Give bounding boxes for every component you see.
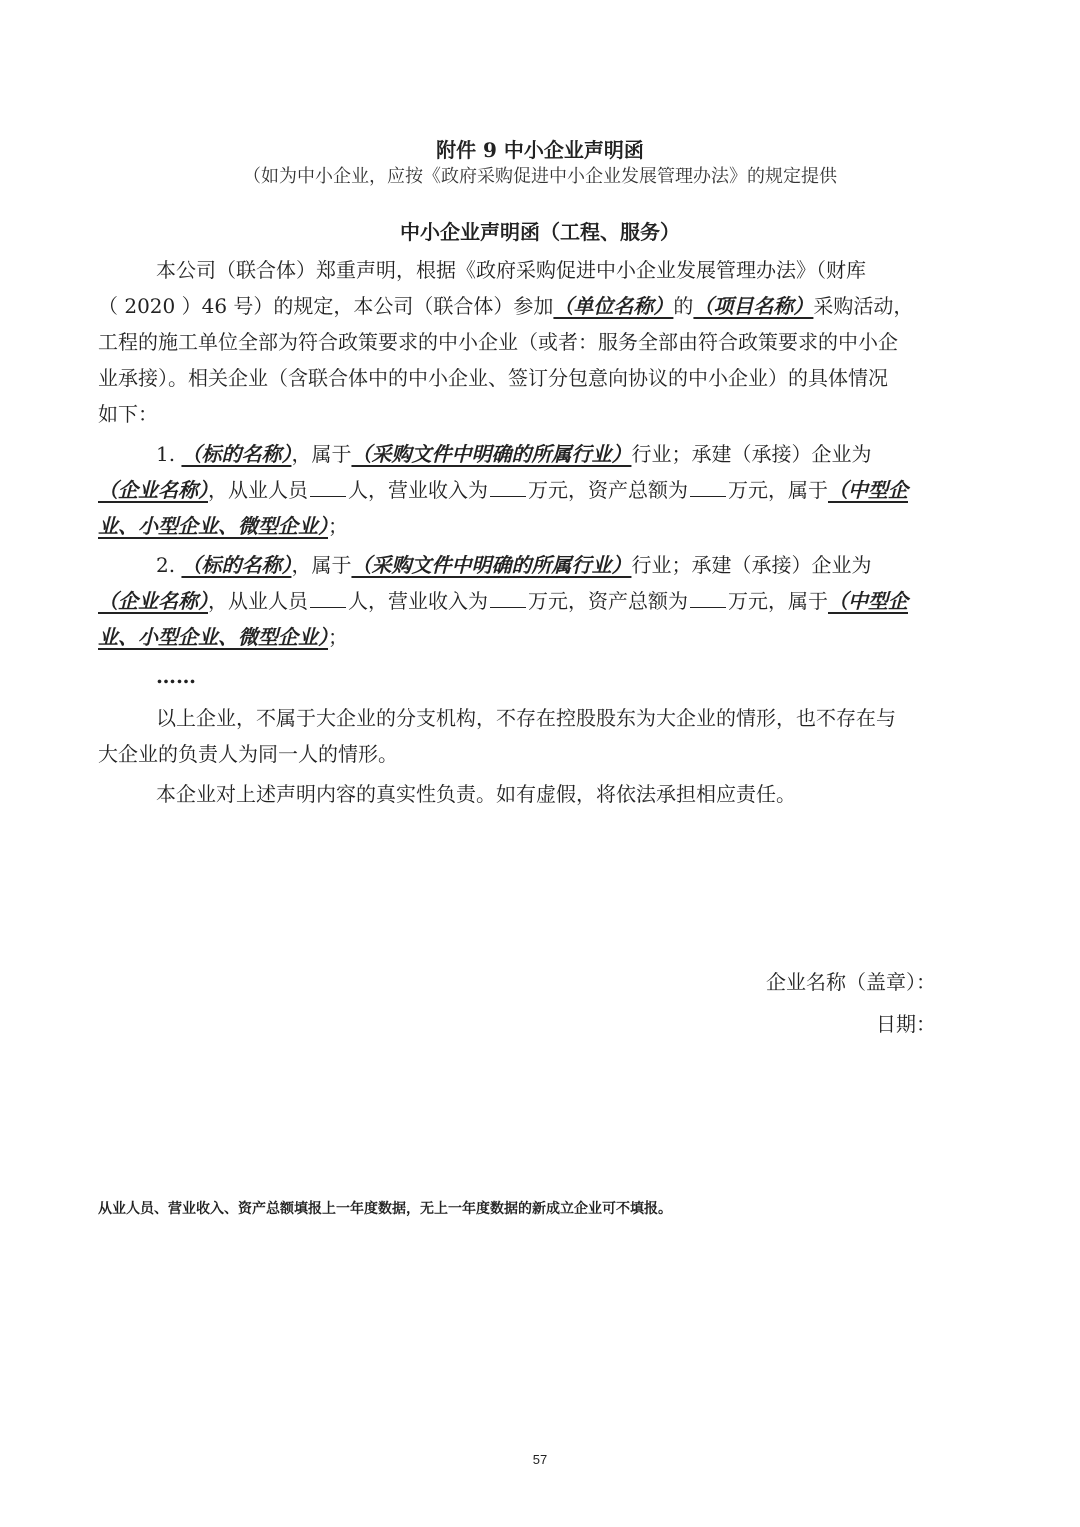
enterprise-size-field: （中型企 [828,478,908,502]
item-1-line-2: （企业名称），从业人员 人，营业收入为 万元，资产总额为 万元，属于（中型企 [98,478,908,502]
item-2-line-2: （企业名称），从业人员 人，营业收入为 万元，资产总额为 万元，属于（中型企 [98,589,908,613]
company-name-field: （企业名称） [98,589,208,613]
paragraph-2-line-2: 大企业的负责人为同一人的情形。 [98,742,398,766]
project-name-field: （项目名称） [693,294,814,318]
assets-blank [690,589,726,608]
enterprise-size-field-cont: 业、小型企业、微型企业） [98,625,328,649]
paragraph-1-line-3: 工程的施工单位全部为符合政策要求的中小企业（或者：服务全部由符合政策要求的中小企 [98,330,898,354]
revenue-blank [490,589,526,608]
company-name-field: （企业名称） [98,478,208,502]
paragraph-2-line-1: 以上企业，不属于大企业的分支机构，不存在控股股东为大企业的情形，也不存在与 [156,706,896,730]
industry-field: （采购文件中明确的所属行业） [351,553,632,577]
industry-field: （采购文件中明确的所属行业） [351,442,632,466]
declaration-heading: 中小企业声明函（工程、服务） [400,220,680,244]
paragraph-3-line-1: 本企业对上述声明内容的真实性负责。如有虚假，将依法承担相应责任。 [156,782,796,806]
item-1-line-3: 业、小型企业、微型企业）； [98,514,348,538]
signature-date-label: 日期： [876,1012,936,1036]
page-number: 57 [532,1452,548,1467]
staff-blank [310,478,346,497]
footnote: 从业人员、营业收入、资产总额填报上一年度数据，无上一年度数据的新成立企业可不填报。 [98,1201,672,1217]
paragraph-1-line-5: 如下： [98,402,158,426]
signature-company-label: 企业名称（盖章）： [766,970,936,994]
revenue-blank [490,478,526,497]
paragraph-1-line-1: 本公司（联合体）郑重声明，根据《政府采购促进中小企业发展管理办法》（财库 [156,258,866,282]
paragraph-1-line-4: 业承接）。相关企业（含联合体中的中小企业、签订分包意向协议的中小企业）的具体情况 [98,366,888,390]
paragraph-1-line-2: （ 2020 ）46 号）的规定，本公司（联合体）参加（单位名称）的（项目名称）采购活动， [98,294,914,318]
staff-blank [310,589,346,608]
target-name-field: （标的名称） [181,442,292,466]
unit-name-field: （单位名称） [553,294,674,318]
document-subtitle: （如为中小企业，应按《政府采购促进中小企业发展管理办法》的规定提供 [243,166,837,187]
enterprise-size-field: （中型企 [828,589,908,613]
target-name-field: （标的名称） [181,553,292,577]
assets-blank [690,478,726,497]
document-title: 附件 9 中小企业声明函 [436,138,644,162]
item-2-line-1: 2. （标的名称），属于（采购文件中明确的所属行业）行业；承建（承接）企业为 [156,553,872,577]
enterprise-size-field-cont: 业、小型企业、微型企业） [98,514,328,538]
item-1-line-1: 1. （标的名称），属于（采购文件中明确的所属行业）行业；承建（承接）企业为 [156,442,872,466]
ellipsis: …… [156,664,196,688]
item-2-line-3: 业、小型企业、微型企业）； [98,625,348,649]
